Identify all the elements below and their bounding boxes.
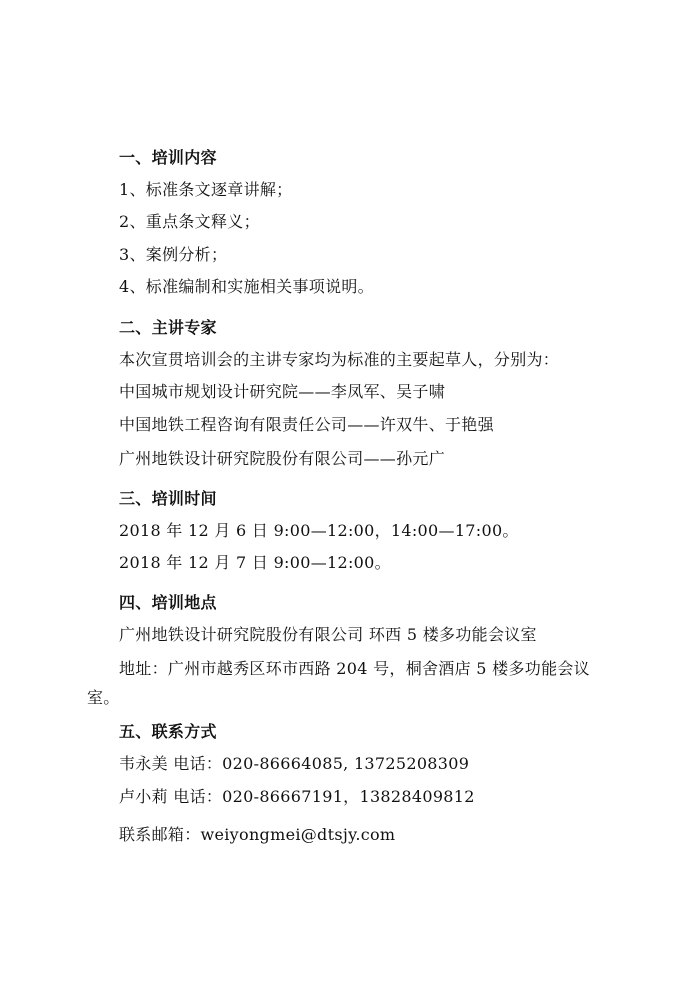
section-heading-training-content: 一、培训内容 <box>119 148 217 167</box>
list-item: 广州地铁设计研究院股份有限公司 环西 5 楼多功能会议室 <box>119 625 537 644</box>
section-heading-training-location: 四、培训地点 <box>119 593 217 612</box>
list-item: 2、重点条文释义； <box>119 212 260 231</box>
list-item: 3、案例分析； <box>119 245 228 264</box>
list-item: 中国地铁工程咨询有限责任公司——许双牛、于艳强 <box>119 415 494 434</box>
contact-line: 韦永美 电话：020-86664085, 13725208309 <box>119 754 470 773</box>
list-item: 1、标准条文逐章讲解； <box>119 180 293 199</box>
list-item: 2018 年 12 月 6 日 9:00—12:00，14:00—17:00。 <box>119 521 519 540</box>
section-heading-lecturers: 二、主讲专家 <box>119 318 217 337</box>
contact-line: 卢小莉 电话：020-86667191，13828409812 <box>119 787 475 806</box>
list-item: 广州地铁设计研究院股份有限公司——孙元广 <box>119 449 446 468</box>
contact-email: 联系邮箱：weiyongmei@dtsjy.com <box>119 825 396 844</box>
list-item: 中国城市规划设计研究院——李凤军、吴子啸 <box>119 382 446 401</box>
address-line: 地址：广州市越秀区环市西路 204 号，桐舍酒店 5 楼多功能会议 <box>119 659 590 678</box>
list-item: 4、标准编制和实施相关事项说明。 <box>119 277 374 296</box>
paragraph: 本次宣贯培训会的主讲专家均为标准的主要起草人，分别为： <box>119 350 560 369</box>
address-line-continued: 室。 <box>87 688 120 707</box>
section-heading-contact: 五、联系方式 <box>119 722 217 741</box>
list-item: 2018 年 12 月 7 日 9:00—12:00。 <box>119 553 391 572</box>
section-heading-training-time: 三、培训时间 <box>119 489 217 508</box>
